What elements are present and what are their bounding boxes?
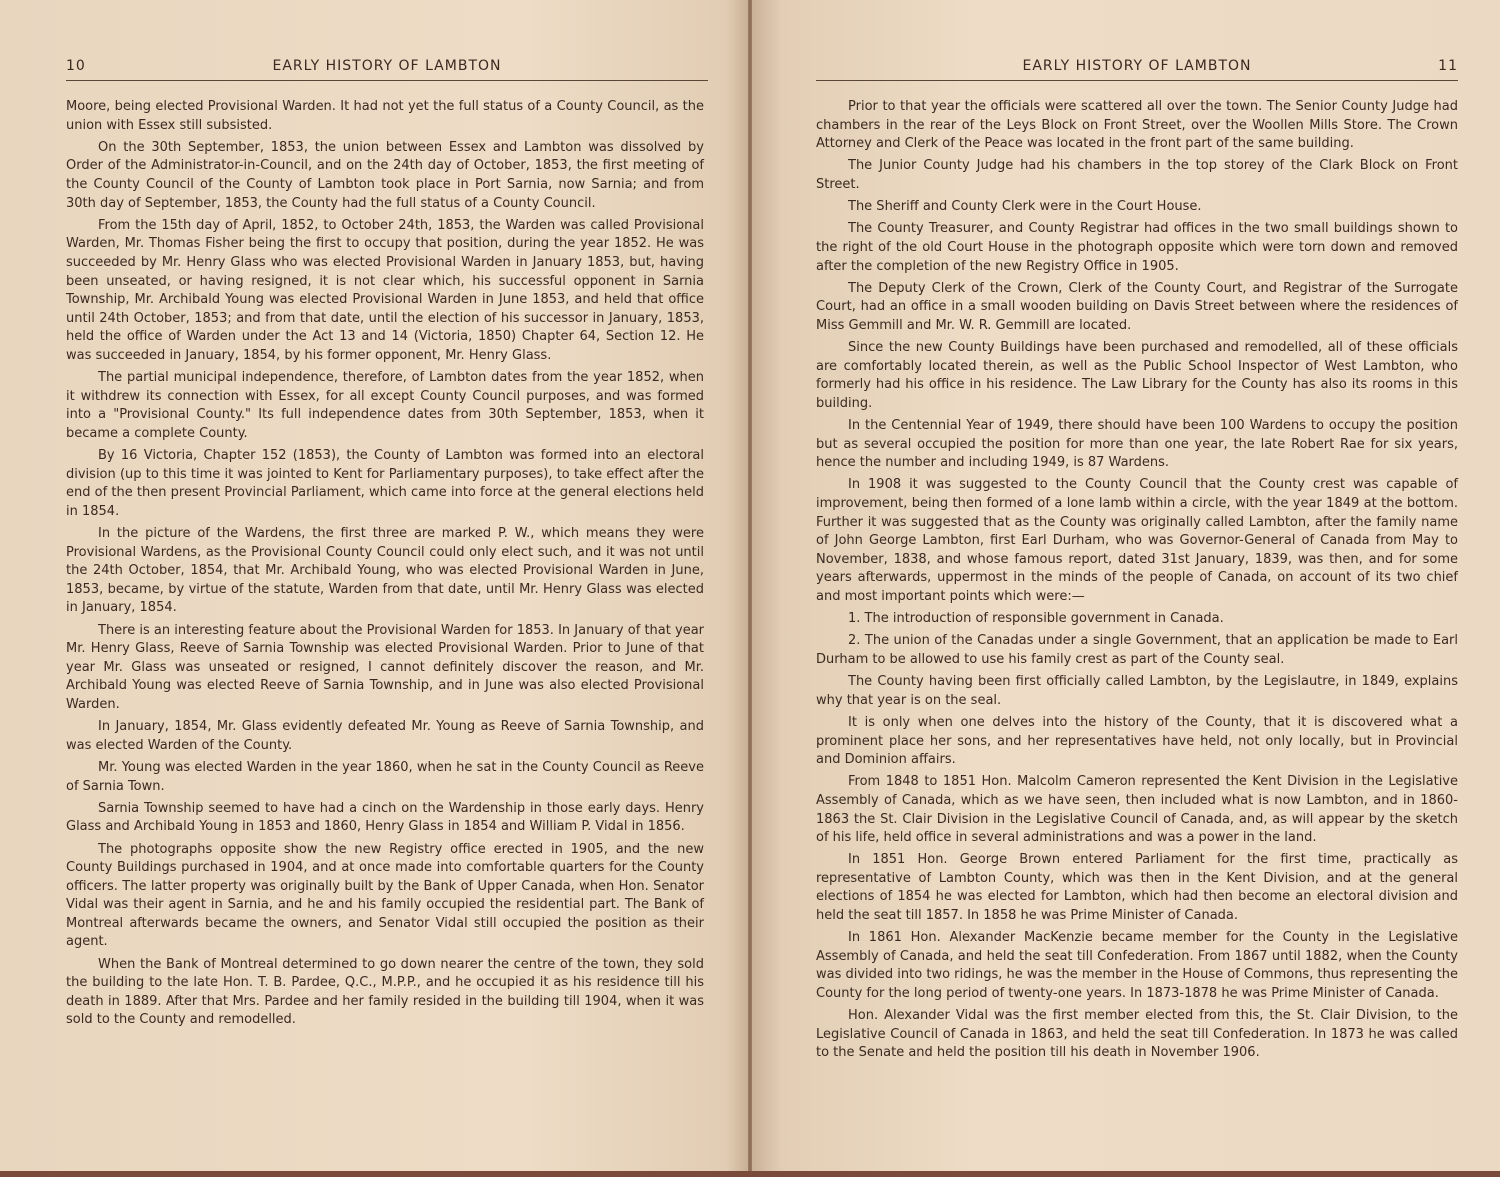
left-page [0,0,748,1177]
paragraph: In 1908 it was suggested to the County Council that the County crest was capable of improvement, being then formed of a lone lamb within a circle, with the year 1849 at the bottom. Further it was suggested that as the County was originally called Lambton, after the family name of John George Lambton, first Earl Durham, who was Governor-General of Canada from May to November, 1838, and whose famous report, dated 31st January, 1839, was then, and for some years afterwards, uppermost in the minds of the people of Canada, on account of its two chief and most important points which were:— [816,477,1458,604]
list-item: 1. The introduction of responsible government in Canada. [848,611,1224,627]
paragraph: Prior to that year the officials were scattered all over the town. The Senior County Judge had chambers in the rear of the Leys Block on Front Street, over the Woollen Mills Store. The Crown Attorney and Clerk of the Peace was located in the front part of the same building. [816,99,1458,152]
right-page-body [816,98,1458,1067]
paragraph: From the 15th day of April, 1852, to October 24th, 1853, the Warden was called Provisional Warden, Mr. Thomas Fisher being the first to occupy that position, during the year 1852. He was succeeded by Mr. Henry Glass who was elected Provisional Warden in January 1853, but, having been unseated, or having resigned, it is not clear which, his successful opponent in Sarnia Township, Mr. Archibald Young was elected Provisional Warden in June 1853, and held that office until 24th October, 1853; and from that date, until the election of his successor in January, 1853, held the office of Warden under the Act 13 and 14 (Victoria, 1850) Chapter 64, Section 12. He was succeeded in January, 1854, by his former opponent, Mr. Henry Glass. [66,217,704,363]
paragraph: On the 30th September, 1853, the union between Essex and Lambton was dissolved by Order of the Administrator-in-Council, and on the 24th day of October, 1853, the first meeting of the County Council of the County of Lambton took place in Port Sarnia, now Sarnia; and from 30th day of September, 1853, the County had the full status of a County Council. [66,139,704,211]
paragraph: When the Bank of Montreal determined to go down nearer the centre of the town, they sold the building to the late Hon. T. B. Pardee, Q.C., M.P.P., and he occupied it as his residence till his death in 1889. After that Mrs. Pardee and her family resided in the building till 1904, when it was sold to the County and remodelled. [66,956,704,1028]
paragraph: The Sheriff and County Clerk were in the Court House. [848,199,1202,215]
left-running-title: EARLY HISTORY OF LAMBTON [272,58,502,74]
list-item: 2. The union of the Canadas under a single Government, that an application be made to Earl Durham to be allowed to use his family crest as part of the County seal. [816,633,1458,667]
paragraph: In January, 1854, Mr. Glass evidently defeated Mr. Young as Reeve of Sarnia Township, and was elected Warden of the County. [66,719,704,753]
paragraph: Moore, being elected Provisional Warden. It had not yet the full status of a County Council, as the union with Essex still subsisted. [66,99,704,133]
paragraph: From 1848 to 1851 Hon. Malcolm Cameron represented the Kent Division in the Legislative Assembly of Canada, which as we have seen, then included what is now Lambton, and in 1860-1863 the St. Clair Division in the Legislative Council of Canada, and, as will appear by the sketch of his life, held office in several administrations and was a power in the land. [816,774,1458,846]
paragraph: The partial municipal independence, therefore, of Lambton dates from the year 1852, when it withdrew its connection with Essex, for all except County Council purposes, and was formed into a "Provisional County." Its full independence dates from 30th September, 1853, when it became a complete County. [66,370,704,441]
left-page-number: 10 [66,58,86,74]
right-page-header [816,58,1458,81]
paragraph: There is an interesting feature about the Provisional Warden for 1853. In January of that year Mr. Henry Glass, Reeve of Sarnia Township was elected Provisional Warden. Prior to June of that year Mr. Glass was unseated or resigned, I cannot definitely discover the reason, and Mr. Archibald Young was elected Reeve of Sarnia Township, and in June was also elected Provisional Warden. [66,622,704,712]
right-running-title: EARLY HISTORY OF LAMBTON [1022,58,1252,74]
paragraph: In the Centennial Year of 1949, there should have been 100 Wardens to occupy the position but as several occupied the position for more than one year, the late Robert Rae for six years, hence the number and including 1949, is 87 Wardens. [816,418,1458,471]
paragraph: By 16 Victoria, Chapter 152 (1853), the County of Lambton was formed into an electoral division (up to this time it was jointed to Kent for Parliamentary purposes), to take effect after the end of the then present Provincial Parliament, which came into force at the general elections held in 1854. [66,448,704,519]
paragraph: In the picture of the Wardens, the first three are marked P. W., which means they were Provisional Wardens, as the Provisional County Council could only elect such, and it was not until the 24th October, 1854, that Mr. Archibald Young, who was elected Provisional Warden in June, 1853, became, by virtue of the statute, Warden from that date, until Mr. Henry Glass was elected in January, 1854. [66,526,704,616]
right-page [752,0,1500,1177]
paragraph: The County having been first officially called Lambton, by the Legislautre, in 1849, explains why that year is on the seal. [816,674,1458,708]
paragraph: Sarnia Township seemed to have had a cinch on the Wardenship in those early days. Henry Glass and Archibald Young in 1853 and 1860, Henry Glass in 1854 and William P. Vidal in 1856. [66,800,704,835]
paragraph: Hon. Alexander Vidal was the first member elected from this, the St. Clair Division, to the Legislative Council of Canada in 1863, and held the seat till Confederation. In 1873 he was called to the Senate and held the position till his death in November 1906. [816,1008,1458,1061]
right-page-number: 11 [1438,58,1458,74]
paragraph: The County Treasurer, and County Registrar had offices in the two small buildings shown to the right of the old Court House in the photograph opposite which were torn down and removed after the completion of the new Registry Office in 1905. [816,221,1458,274]
paragraph: In 1861 Hon. Alexander MacKenzie became member for the County in the Legislative Assembly of Canada, and held the seat till Confederation. From 1867 until 1882, when the County was divided into two ridings, he was the member in the House of Commons, thus representing the County for the long period of twenty-one years. In 1873-1878 he was Prime Minister of Canada. [816,930,1458,1002]
paragraph: The Deputy Clerk of the Crown, Clerk of the County Court, and Registrar of the Surrogate Court, had an office in a small wooden building on Davis Street between where the residences of Miss Gemmill and Mr. W. R. Gemmill are located. [816,280,1458,333]
paragraph: In 1851 Hon. George Brown entered Parliament for the first time, practically as representative of Lambton County, which was then in the Kent Division, and at the general elections of 1854 he was elected for Lambton, which had then become an electoral division and held the seat till 1857. In 1858 he was Prime Minister of Canada. [816,852,1458,924]
left-page-header [66,58,708,81]
paragraph: It is only when one delves into the history of the County, that it is discovered what a prominent place her sons, and her representatives have held, not only locally, but in Provincial and Dominion affairs. [816,714,1458,768]
left-page-body [66,98,704,1034]
page-bottom-edge [0,1171,1500,1177]
paragraph: The Junior County Judge had his chambers in the top storey of the Clark Block on Front Street. [816,158,1458,192]
paragraph: The photographs opposite show the new Registry office erected in 1905, and the new County Buildings purchased in 1904, and at once made into comfortable quarters for the County officers. The latter property was originally built by the Bank of Upper Canada, when Hon. Senator Vidal was their agent in Sarnia, and he and his family occupied the residential part. The Bank of Montreal afterwards became the owners, and Senator Vidal still occupied the position as their agent. [66,841,704,950]
paragraph: Since the new County Buildings have been purchased and remodelled, all of these officials are comfortably located therein, as well as the Public School Inspector of West Lambton, who formerly had his office in his residence. The Law Library for the County has also its rooms in this building. [816,340,1458,411]
paragraph: Mr. Young was elected Warden in the year 1860, when he sat in the County Council as Reeve of Sarnia Town. [66,759,704,794]
